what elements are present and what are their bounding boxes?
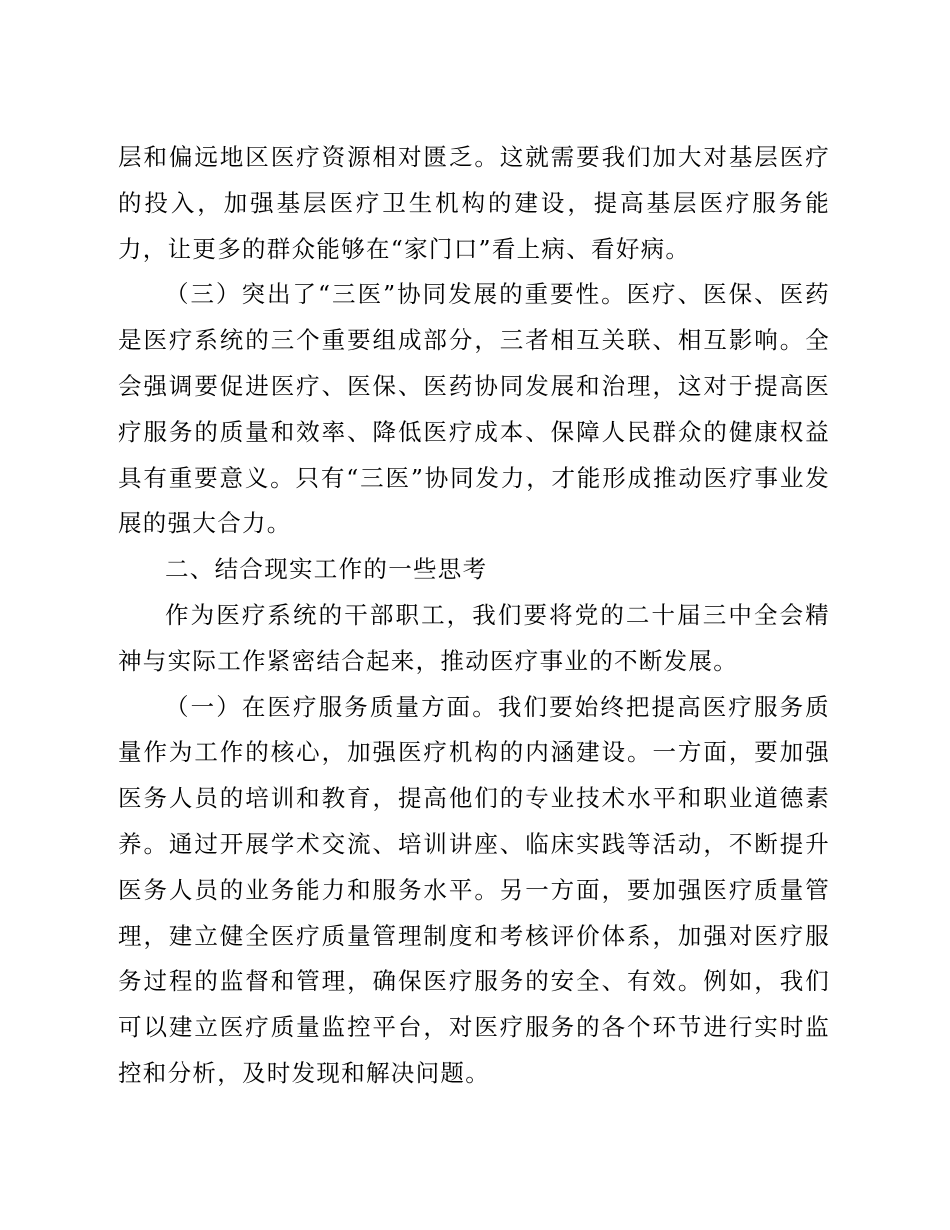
document-body [118, 135, 830, 1097]
paragraph-intro: 作为医疗系统的干部职工，我们要将党的二十届三中全会精神与实际工作紧密结合起来，推动医疗事业的不断发展。 [118, 600, 830, 675]
paragraph-section-one: （一）在医疗服务质量方面。我们要始终把提高医疗服务质量作为工作的核心，加强医疗机构的内涵建设。一方面，要加强医务人员的培训和教育，提高他们的专业技术水平和职业道德素养。通过开展学术交流、培训讲座、临床实践等活动，不断提升医务人员的业务能力和服务水平。另一方面，要加强医疗质量管理，建立健全医疗质量管理制度和考核评价体系，加强对医疗服务过程的监督和管理，确保医疗服务的安全、有效。例如，我们可以建立医疗质量监控平台，对医疗服务的各个环节进行实时监控和分析，及时发现和解决问题。 [118, 692, 830, 1087]
section-heading: 二、结合现实工作的一些思考 [165, 555, 488, 584]
paragraph-continuation: 层和偏远地区医疗资源相对匮乏。这就需要我们加大对基层医疗的投入，加强基层医疗卫生机构的建设，提高基层医疗服务能力，让更多的群众能够在“家门口”看上病、看好病。 [118, 143, 830, 263]
paragraph-section-three: （三）突出了“三医”协同发展的重要性。医疗、医保、医药是医疗系统的三个重要组成部分，三者相互关联、相互影响。全会强调要促进医疗、医保、医药协同发展和治理，这对于提高医疗服务的质量和效率、降低医疗成本、保障人民群众的健康权益具有重要意义。只有“三医”协同发力，才能形成推动医疗事业发展的强大合力。 [118, 280, 830, 538]
